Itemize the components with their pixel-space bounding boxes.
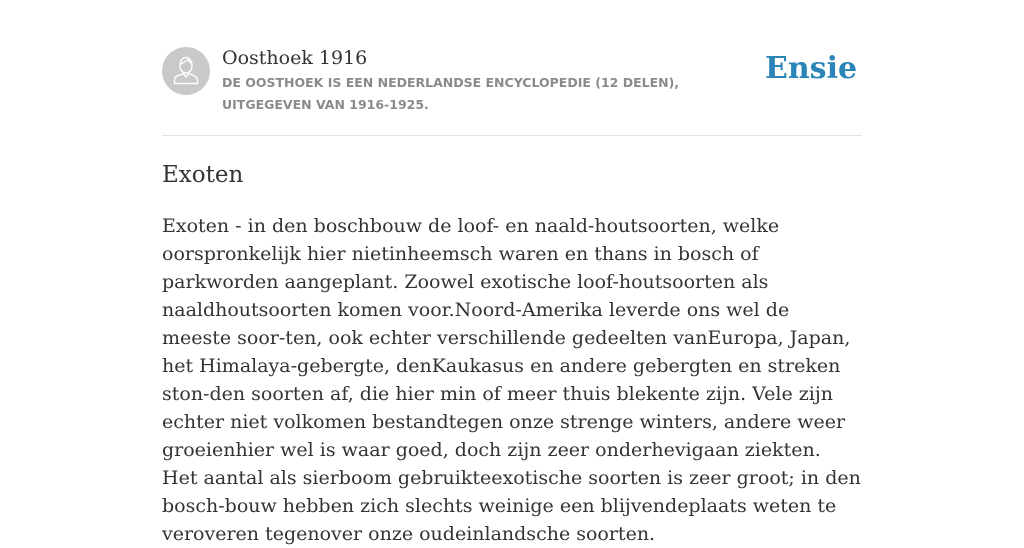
article-body: Exoten - in den boschbouw de loof- en naald-houtsoorten, welke oorspronkelijk hier nietinheemsch waren en thans in bosch of parkworden aangeplant. Zoowel exotische loof-houtsoorten als naaldhoutsoorten komen voor.Noord-Amerika leverde ons wel de meeste soor-ten, ook echter verschillende gedeelten vanEuropa, Japan, het Himalaya-gebergte, denKaukasus en andere gebergten en streken ston-den soorten af, die hier min of meer thuis blekente zijn. Vele zijn echter niet volkomen bestandtegen onze strenge winters, andere weer groeienhier wel is waar goed, doch zijn zeer onderhevigaan ziekten. Het aantal als sierboom gebruikteexotische soorten is zeer groot; in den bosch-bouw hebben zich slechts weinige een blijvendeplaats weten te veroveren tegenover onze oudeinlandsche soorten. bbox=[162, 215, 861, 545]
source-header bbox=[162, 46, 862, 116]
source-description: DE OOSTHOEK IS EEN NEDERLANDSE ENCYCLOPEDIE (12 DELEN), UITGEGEVEN VAN 1916-1925. bbox=[222, 75, 680, 112]
source-title[interactable]: Oosthoek 1916 bbox=[222, 47, 368, 69]
user-icon bbox=[162, 47, 210, 95]
avatar[interactable] bbox=[162, 47, 210, 95]
header-divider bbox=[162, 135, 862, 136]
ensie-logo[interactable]: Ensie bbox=[765, 51, 858, 86]
article-title: Exoten bbox=[162, 162, 244, 188]
